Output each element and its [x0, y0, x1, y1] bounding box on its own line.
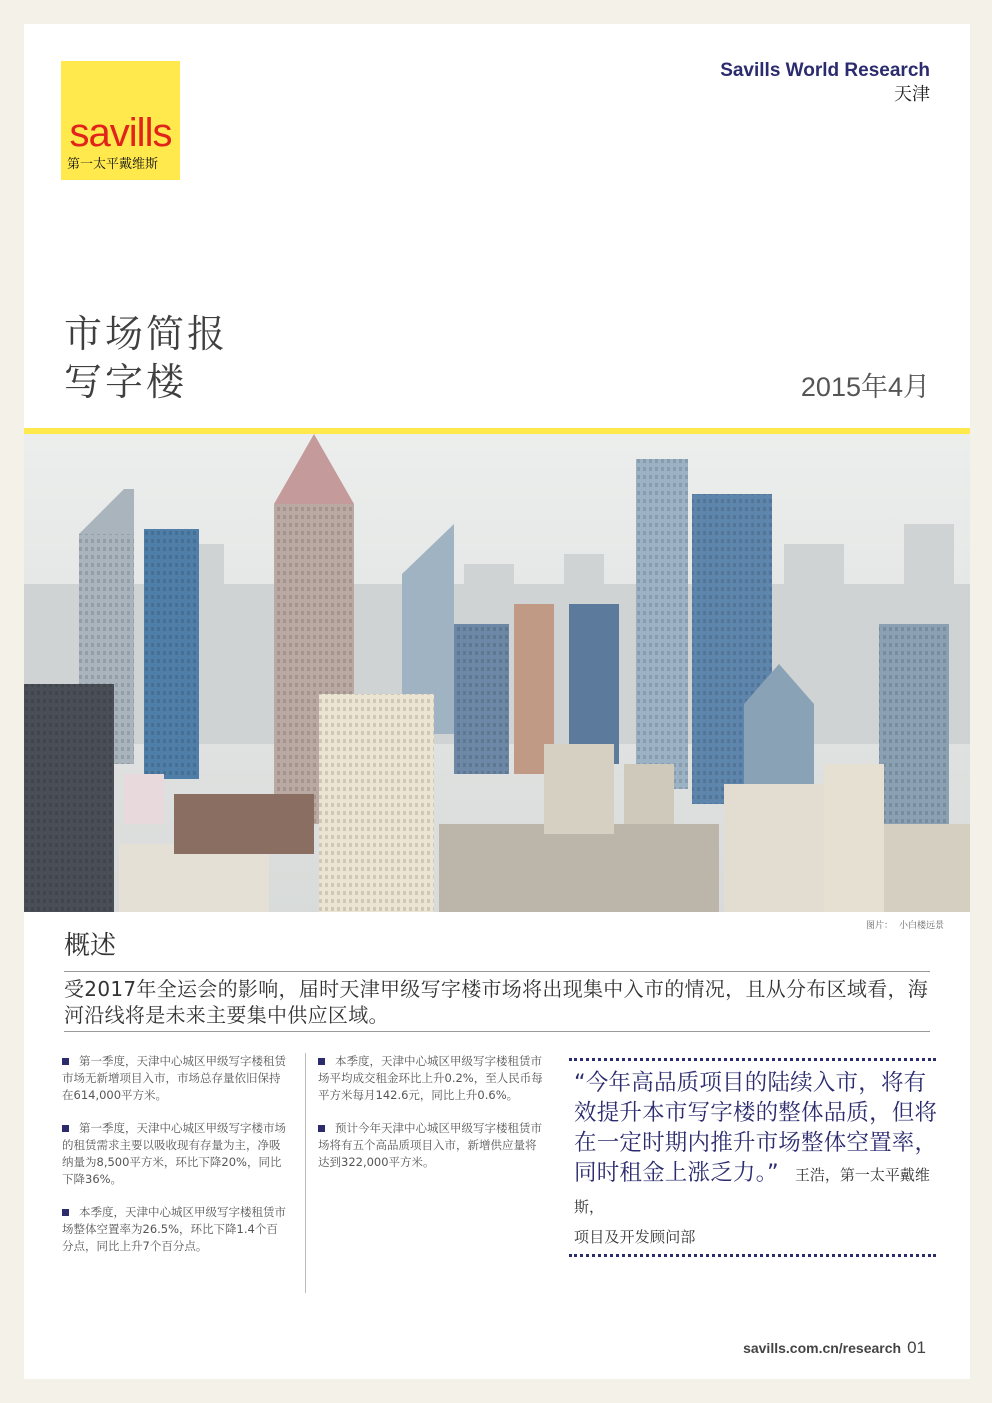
page — [24, 24, 970, 1379]
bullet-text: 本季度，天津中心城区甲级写字楼租赁市场整体空置率为26.5%，环比下降1.4个百分点，同比上升7个百分点。 — [62, 1205, 286, 1253]
title-line-2: 写字楼 — [64, 360, 188, 404]
section-divider-top — [64, 971, 930, 972]
column-divider — [305, 1053, 306, 1293]
bullet-item — [318, 1053, 544, 1104]
report-date: 2015年4月 — [800, 372, 930, 402]
photo-credit — [860, 918, 944, 931]
quote-attribution: 王浩，第一太平戴维斯， — [574, 1166, 930, 1216]
footer-url[interactable]: savills.com.cn/research — [743, 1340, 902, 1356]
photo-credit-text: 小白楼远景 — [898, 921, 944, 931]
bullet-text: 第一季度，天津中心城区甲级写字楼租赁市场无新增项目入市，市场总存量依旧保持在614,000平方米。 — [62, 1054, 286, 1102]
page-title — [64, 310, 228, 406]
bullet-item — [318, 1120, 544, 1171]
skyline-photo — [24, 434, 970, 912]
logo-subtitle: 第一太平戴维斯 — [67, 157, 159, 172]
section-divider-bottom — [64, 1031, 930, 1032]
overview-lead: 受2017年全运会的影响，届时天津甲级写字楼市场将出现集中入市的情况，且从分布区域看，海河沿线将是未来主要集中供应区域。 — [64, 977, 929, 1027]
bullet-text: 预计今年天津中心城区甲级写字楼租赁市场将有五个高品质项目入市，新增供应量将达到322,000平方米。 — [318, 1121, 542, 1169]
quote-attribution-department: 项目及开发顾问部 — [574, 1228, 696, 1246]
quote-dotted-rule-top — [569, 1058, 936, 1061]
pull-quote — [574, 1068, 944, 1250]
page-footer — [743, 1338, 926, 1358]
logo-wordmark: savills — [69, 111, 172, 155]
bullet-item — [62, 1204, 288, 1255]
skyline-illustration — [24, 434, 970, 912]
bullet-column-right — [318, 1053, 544, 1187]
quote-dotted-rule-bottom — [569, 1254, 936, 1257]
bullet-item — [62, 1120, 288, 1188]
bullet-item — [62, 1053, 288, 1104]
savills-logo — [61, 61, 180, 180]
city-label: 天津 — [894, 84, 930, 105]
page-number: 01 — [907, 1338, 926, 1357]
bullet-square-icon — [318, 1125, 325, 1132]
series-title: Savills World Research — [720, 60, 930, 81]
bullet-square-icon — [62, 1058, 69, 1065]
bullet-square-icon — [318, 1058, 325, 1065]
bullet-text: 第一季度，天津中心城区甲级写字楼市场的租赁需求主要以吸收现有存量为主，净吸纳量为8,500平方米，环比下降20%，同比下降36%。 — [62, 1121, 286, 1186]
title-line-1: 市场简报 — [64, 312, 229, 356]
report-header — [720, 59, 930, 107]
section-heading: 概述 — [64, 931, 117, 961]
quote-text: “今年高品质项目的陆续入市，将有效提升本市写字楼的整体品质，但将在一定时期内推升市场整体空置率，同时租金上涨乏力。” — [574, 1070, 938, 1186]
bullet-square-icon — [62, 1209, 69, 1216]
bullet-text: 本季度，天津中心城区甲级写字楼租赁市场平均成交租金环比上升0.2%，至人民币每平方米每月142.6元，同比上升0.6%。 — [318, 1054, 543, 1102]
bullet-column-left — [62, 1053, 288, 1271]
bullet-square-icon — [62, 1125, 69, 1132]
photo-credit-label: 图片： — [865, 921, 893, 931]
